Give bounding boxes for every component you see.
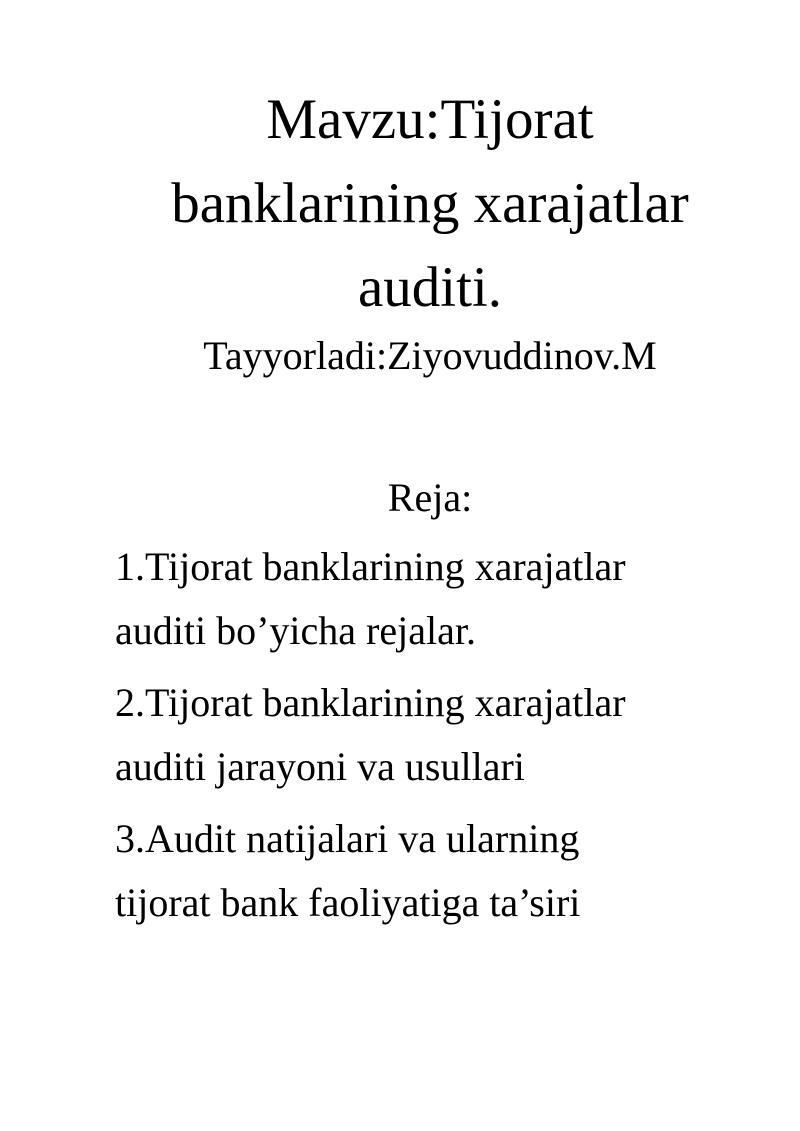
plan-item-1: 1.Tijorat banklarining xarajatlar auditi bo’yicha rejalar. [115, 544, 626, 653]
plan-list [115, 535, 795, 943]
plan-heading: Reja: [387, 475, 473, 520]
plan-item-3: 3.Audit natijalari va ularning tijorat bank faoliyatiga ta’siri [115, 816, 581, 925]
author-line: Tayyorladi:Ziyovuddinov.M [203, 333, 657, 378]
title-text: Mavzu:Tijorat banklarining xarajatlar auditi. [171, 88, 689, 319]
plan-item-2: 2.Tijorat banklarining xarajatlar auditi jarayoni va usullari [115, 680, 626, 789]
document-title [80, 78, 780, 330]
